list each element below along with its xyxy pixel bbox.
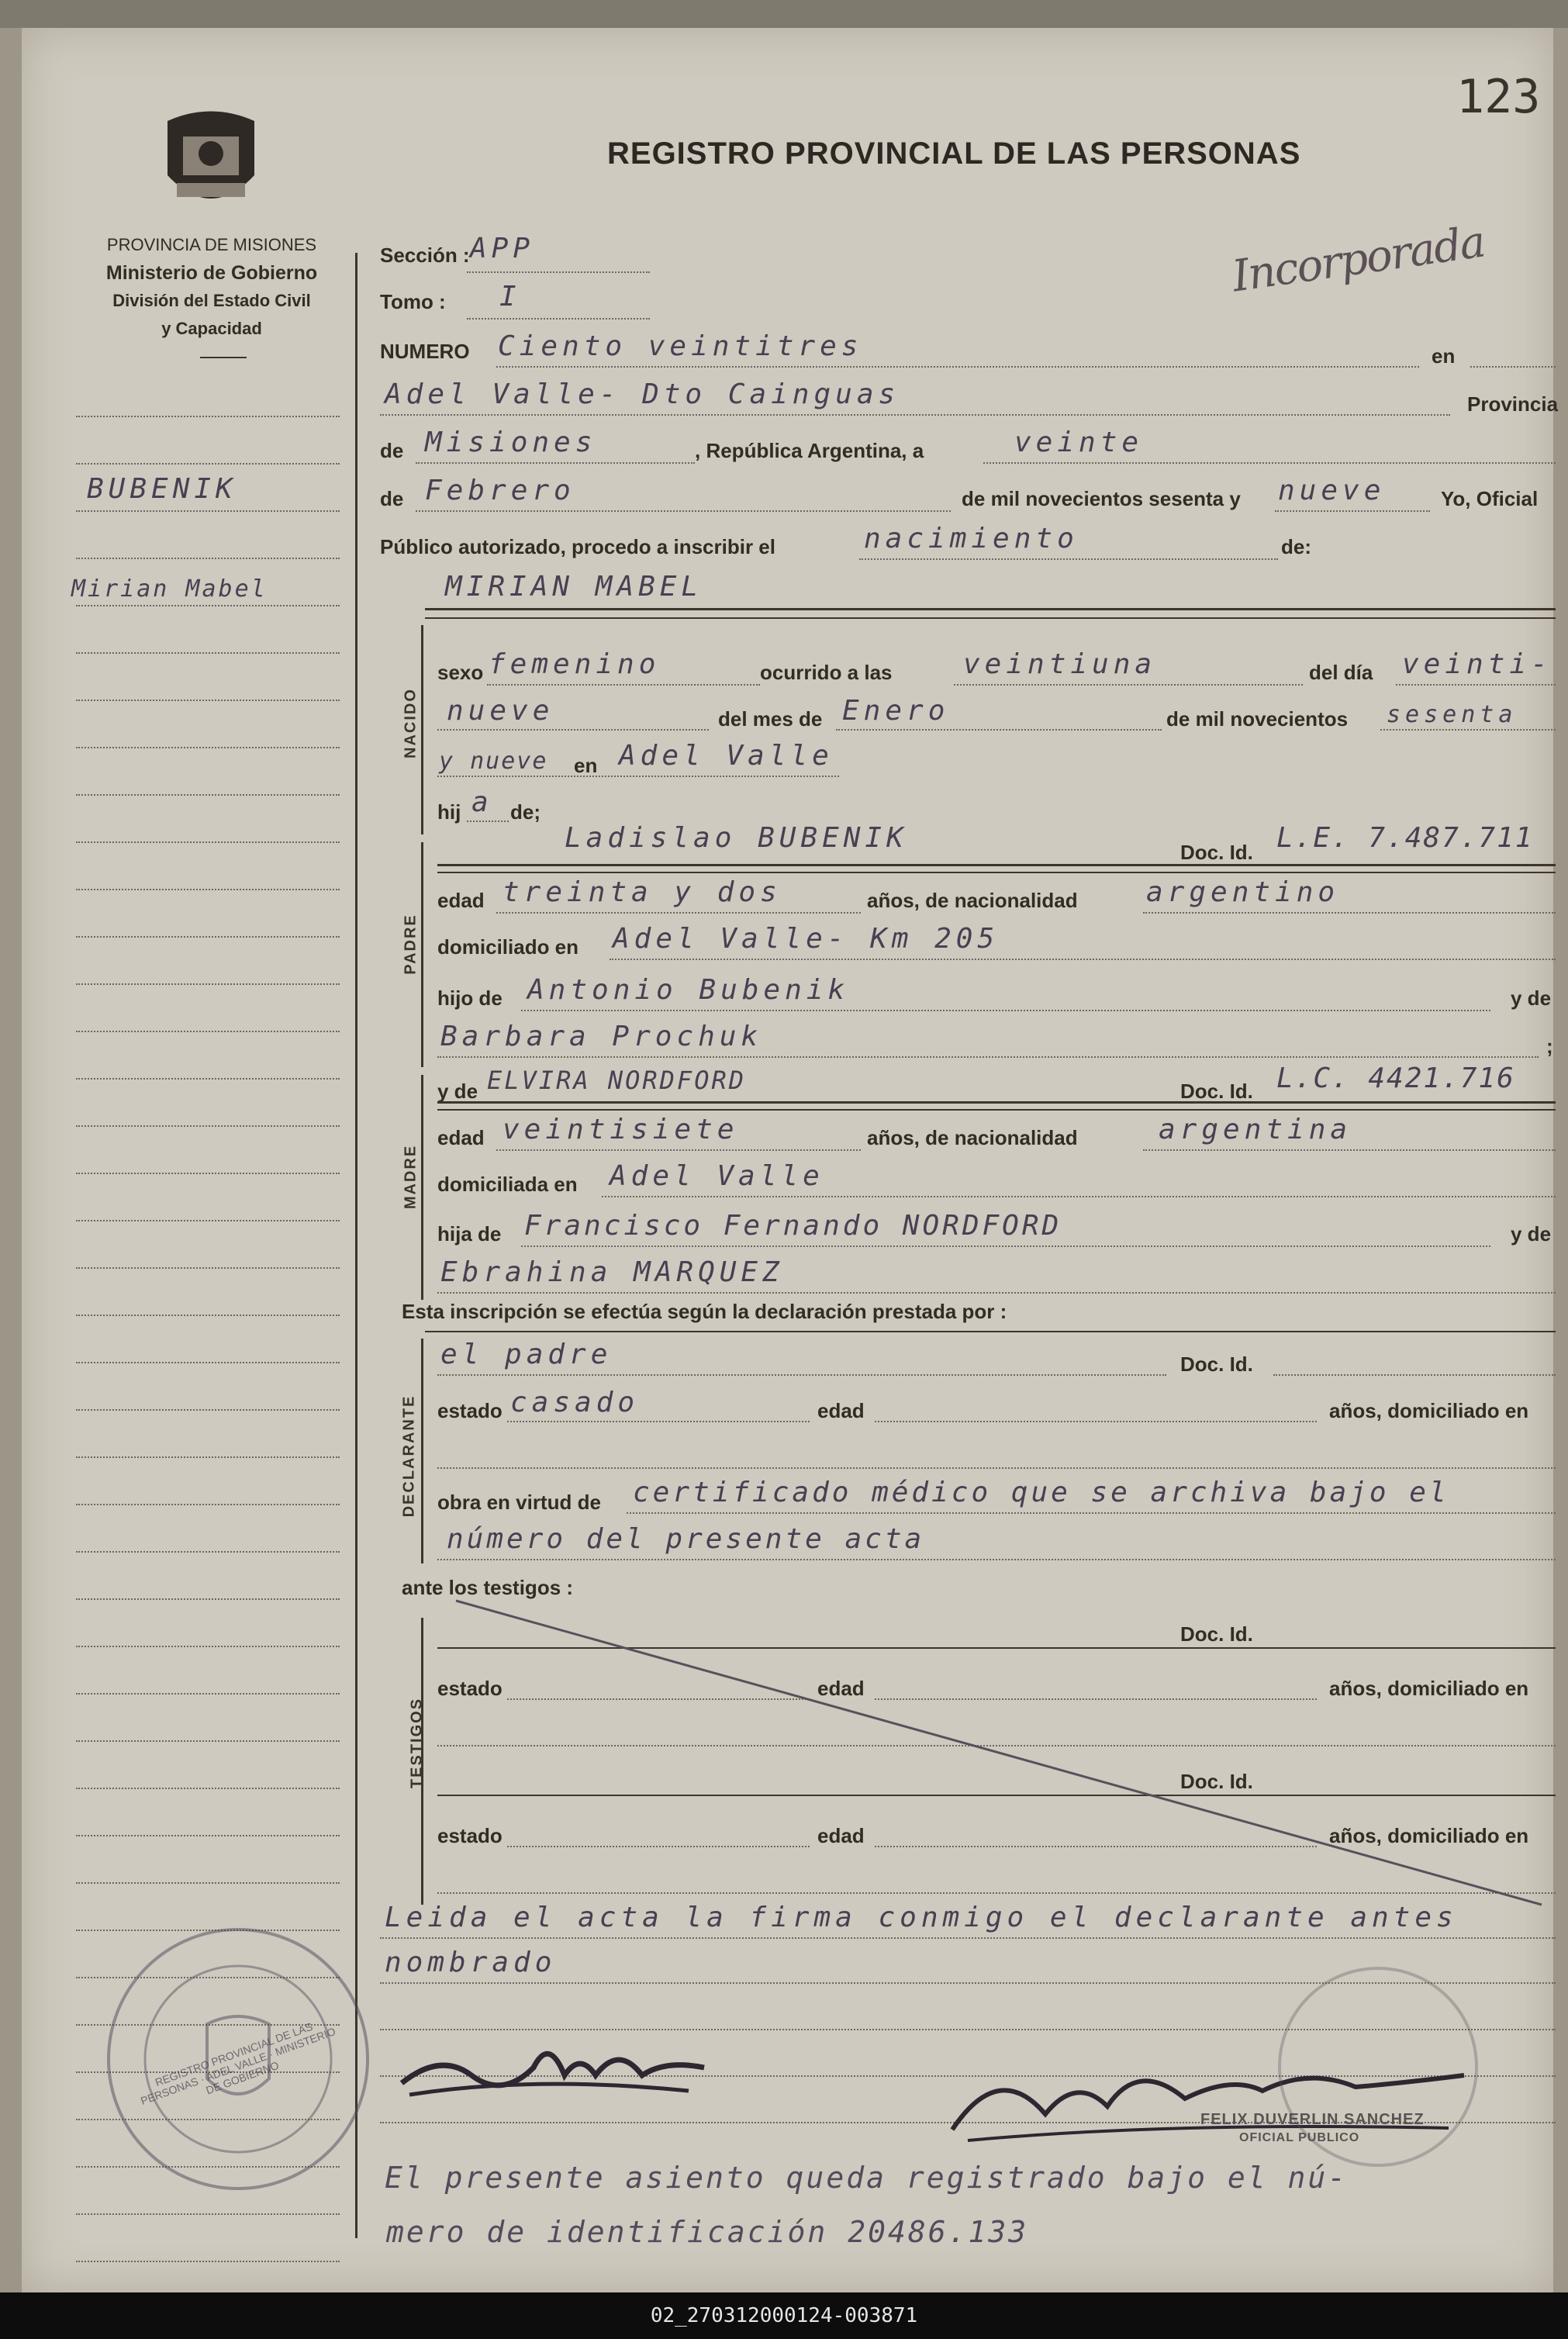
label-yo-oficial: Yo, Oficial [1441,487,1539,510]
label-testigo1-dom: años, domiciliado en [1329,1677,1529,1700]
issuer-capacity: y Capacidad [161,319,262,338]
rule-madre-side [421,1075,423,1300]
line-dia [1396,684,1556,686]
label-de-2: de [380,487,404,510]
line-seccion [467,271,650,273]
line-dia-inscripcion [983,462,1556,464]
label-padre-nac: años, de nacionalidad [867,889,1078,912]
margin-line [76,558,340,559]
label-testigos: ante los testigos : [402,1576,574,1599]
side-label-declarante: DECLARANTE [400,1394,418,1518]
label-madre-doc: Doc. Id. [1180,1080,1253,1103]
label-testigo1-edad: edad [817,1677,865,1700]
label-del-mes: del mes de [718,707,823,731]
margin-line [76,1551,340,1553]
value-padre-madre: Barbara Prochuk [440,1021,763,1052]
value-anio-inscripcion: nueve [1278,475,1386,506]
value-madre-nombre: ELVIRA NORDFORD [487,1066,746,1095]
side-label-nacido: NACIDO [402,688,420,758]
label-testigo2-estado: estado [437,1824,503,1847]
value-madre-doc: L.C. 4421.716 [1276,1062,1515,1094]
margin-line [76,652,340,654]
rule-nacido-top2 [425,617,1556,619]
cancellation-line [440,1594,1557,1920]
margin-line [76,2213,340,2215]
margin-line [76,1693,340,1695]
rule-nacido-top [425,608,1556,610]
label-padre-doc: Doc. Id. [1180,841,1253,864]
margin-line [76,1267,340,1269]
margin-line [76,1078,340,1080]
value-hij: a [471,786,493,818]
rule-declarante-top [425,1331,1556,1332]
value-padre-hijo-de: Antonio Bubenik [527,974,850,1006]
margin-line [76,2261,340,2262]
line-padre-dom [610,959,1556,960]
value-padre-nac: argentino [1146,876,1340,908]
line-padre-edad [496,912,861,914]
label-madre-dom: domiciliada en [437,1173,578,1196]
line-madre-nac [1143,1149,1556,1151]
value-nota2: mero de identificación 20486.133 [386,2215,1029,2249]
line-tomo [467,318,650,320]
margin-line [76,1031,340,1032]
label-padre-y-de: y de [1511,986,1552,1010]
book-top-edge [0,0,1568,28]
margin-line [76,1788,340,1789]
margin-line [76,1456,340,1458]
value-declarante: el padre [440,1339,613,1370]
line-numero [496,366,1419,368]
value-lugar: Adel Valle- Dto Cainguas [385,378,900,410]
label-declarante-doc: Doc. Id. [1180,1353,1253,1376]
label-semicolon: ; [1546,1035,1553,1058]
line-hora [954,684,1303,686]
value-madre-dom: Adel Valle [610,1160,824,1192]
line-lugar [380,414,1450,416]
line-declarante [437,1374,1166,1376]
line-anio-inscripcion [1275,510,1430,512]
margin-line [76,1173,340,1174]
line-mes-inscripcion [416,510,951,512]
line-provincia [416,462,695,464]
label-declarante-estado: estado [437,1399,503,1422]
value-seccion: APP [470,233,535,264]
value-anio1: sesenta [1387,701,1518,728]
value-numero: Ciento veintitres [498,330,863,362]
label-madre-y-de: y de [1511,1222,1552,1246]
line-madre-dom [602,1196,1556,1197]
label-declarante-edad: edad [817,1399,865,1422]
label-declarante-dom: años, domiciliado en [1329,1399,1529,1422]
label-testigo2-edad: edad [817,1824,865,1847]
rule-padre-side [421,842,423,1067]
value-madre-nac: argentina [1159,1114,1352,1145]
line-hij [467,821,509,822]
label-madre-hija-de: hija de [437,1222,502,1246]
rule-nacido-side [421,625,423,834]
label-del-dia: del día [1309,661,1373,684]
value-cierre1: Leida el acta la firma conmigo el declarante antes [385,1902,1458,1933]
issuer-ministry: Ministerio de Gobierno [105,262,318,284]
footer-id: 02_270312000124-003871 [650,2304,918,2327]
declarant-signature-icon [394,2021,720,2114]
value-mes: Enero [842,695,950,727]
value-declarante-estado: casado [510,1387,640,1418]
value-madre-edad: veintisiete [503,1114,739,1145]
margin-line [76,1409,340,1411]
margin-line [76,841,340,843]
line-madre-edad [496,1149,861,1151]
line-declarante-estado [507,1421,810,1422]
value-dia-inscripcion: veinte [1014,427,1144,458]
value-obra: certificado médico que se archiva bajo el [633,1477,1449,1508]
margin-line [76,1740,340,1742]
label-provincia: Provincia [1467,392,1559,416]
value-anio2: y nueve [439,748,548,775]
line-madre-padre [521,1246,1490,1247]
label-testigo2-dom: años, domiciliado en [1329,1824,1529,1847]
side-label-padre: PADRE [402,914,420,975]
margin-line [76,794,340,796]
margin-line [76,463,340,465]
margin-line [76,889,340,890]
side-label-testigos: TESTIGOS [408,1697,426,1789]
margin-line [76,1882,340,1884]
margin-line [76,605,340,606]
margin-line [76,936,340,938]
line-declarante-dom [437,1467,1556,1469]
line-cierre1 [380,1937,1556,1939]
page-number: 123 [1456,70,1541,124]
line-declarante-edad [875,1421,1317,1422]
line-lugar-nac [437,776,839,777]
label-testigo2-doc: Doc. Id. [1180,1770,1253,1793]
value-provincia: Misiones [425,427,597,458]
value-obra2: número del presente acta [447,1523,925,1555]
label-hij: hij [437,800,461,824]
value-hora: veintiuna [963,648,1157,680]
official-title: OFICIAL PUBLICO [1239,2131,1360,2144]
line-acto [859,558,1278,560]
margin-line [76,747,340,748]
line-madre-madre [437,1292,1556,1294]
label-en: en [1432,344,1456,368]
document-title: REGISTRO PROVINCIAL DE LAS PERSONAS [607,136,1301,171]
footer-id-bar [0,2292,1568,2339]
issuer-province: PROVINCIA DE MISIONES [106,235,317,254]
line-en [1470,366,1556,368]
value-madre-padre: Francisco Fernando NORDFORD [524,1210,1062,1242]
value-cierre2: nombrado [385,1947,557,1978]
label-numero: NUMERO [380,340,470,363]
margin-surname: BUBENIK [87,473,237,505]
document-page [22,28,1559,2292]
margin-line [76,1125,340,1127]
official-name: FELIX DUVERLIN SANCHEZ [1200,2111,1425,2128]
label-inscripcion: Esta inscripción se efectúa según la declaración prestada por : [402,1300,1007,1323]
margin-line [76,1504,340,1505]
line-obra2 [437,1559,1556,1560]
line-padre-madre [437,1056,1539,1058]
value-sexo: femenino [489,648,661,680]
rule-padre-top2 [437,872,1556,873]
seal-text: REGISTRO PROVINCIAL DE LAS PERSONAS · ADEL VALLE · MINISTERIO DE GOBIERNO [139,2019,337,2108]
issuer-division: División del Estado Civil [112,291,311,310]
line-padre-nac [1143,912,1556,914]
label-republica: , República Argentina, a [695,439,924,462]
official-seal [1278,1967,1478,2167]
margin-line [76,1315,340,1316]
label-publico: Público autorizado, procedo a inscribir el [380,535,775,558]
margin-line [76,700,340,701]
label-de-semicolon: de; [510,800,541,824]
margin-line [76,1220,340,1221]
issuer-block [53,231,371,343]
value-lugar-nac: Adel Valle [619,740,834,772]
rule-madre-top2 [437,1109,1556,1111]
label-de-colon: de: [1281,535,1311,558]
label-ocurrido: ocurrido a las [760,661,893,684]
line-dia2 [437,729,709,731]
margin-line [76,510,340,512]
line-anio1 [1380,729,1556,731]
value-padre-doc: L.E. 7.487.711 [1276,822,1534,854]
margin-line [76,1835,340,1836]
value-padre-nombre: Ladislao BUBENIK [565,822,908,854]
margin-line [76,1598,340,1600]
label-padre-dom: domiciliado en [437,935,579,959]
label-padre-hijo-de: hijo de [437,986,503,1010]
label-en-nac: en [574,754,598,777]
value-nota1: El presente asiento queda registrado bajo el nú- [385,2161,1349,2195]
rule-madre-top [437,1101,1556,1104]
label-obra: obra en virtud de [437,1491,601,1514]
value-madre-madre: Ebrahina MARQUEZ [440,1256,784,1288]
value-padre-edad: treinta y dos [503,876,782,908]
value-acto: nacimiento [864,523,1079,555]
value-dia2: nueve [447,695,554,727]
side-label-madre: MADRE [402,1144,420,1210]
label-madre-nac: años, de nacionalidad [867,1126,1078,1149]
rule-padre-top [437,864,1556,866]
value-mes-inscripcion: Febrero [425,475,575,506]
line-padre-hijo-de [521,1010,1490,1011]
label-de-1: de [380,439,404,462]
margin-line [76,1362,340,1363]
label-madre-edad: edad [437,1126,485,1149]
label-y-de-madre: y de [437,1080,478,1103]
line-sexo [487,684,760,686]
margin-given-names: Mirian Mabel [71,575,268,603]
issuer-underline [200,357,247,358]
registry-seal [107,1928,369,2190]
rule-declarante-side [421,1339,423,1563]
label-sexo: sexo [437,661,484,684]
value-nombre: MIRIAN MABEL [445,571,703,603]
value-padre-dom: Adel Valle- Km 205 [613,923,1000,955]
line-obra [627,1512,1556,1514]
margin-line [76,983,340,985]
value-tomo: I [499,281,521,313]
label-de-mil-sesenta: de mil novecientos sesenta y [962,487,1241,510]
label-testigo1-estado: estado [437,1677,503,1700]
label-padre-edad: edad [437,889,485,912]
line-mes [836,729,1162,731]
label-de-mil-nov: de mil novecientos [1166,707,1349,731]
coat-of-arms-icon [160,105,262,222]
label-tomo: Tomo : [380,290,446,313]
label-testigo1-doc: Doc. Id. [1180,1622,1253,1646]
value-dia: veinti- [1402,648,1552,680]
label-seccion: Sección : [380,244,470,267]
margin-line [76,416,340,417]
margin-line [76,1646,340,1647]
header-stamp: Incorporada [1229,216,1487,302]
line-declarante-doc [1273,1374,1556,1376]
